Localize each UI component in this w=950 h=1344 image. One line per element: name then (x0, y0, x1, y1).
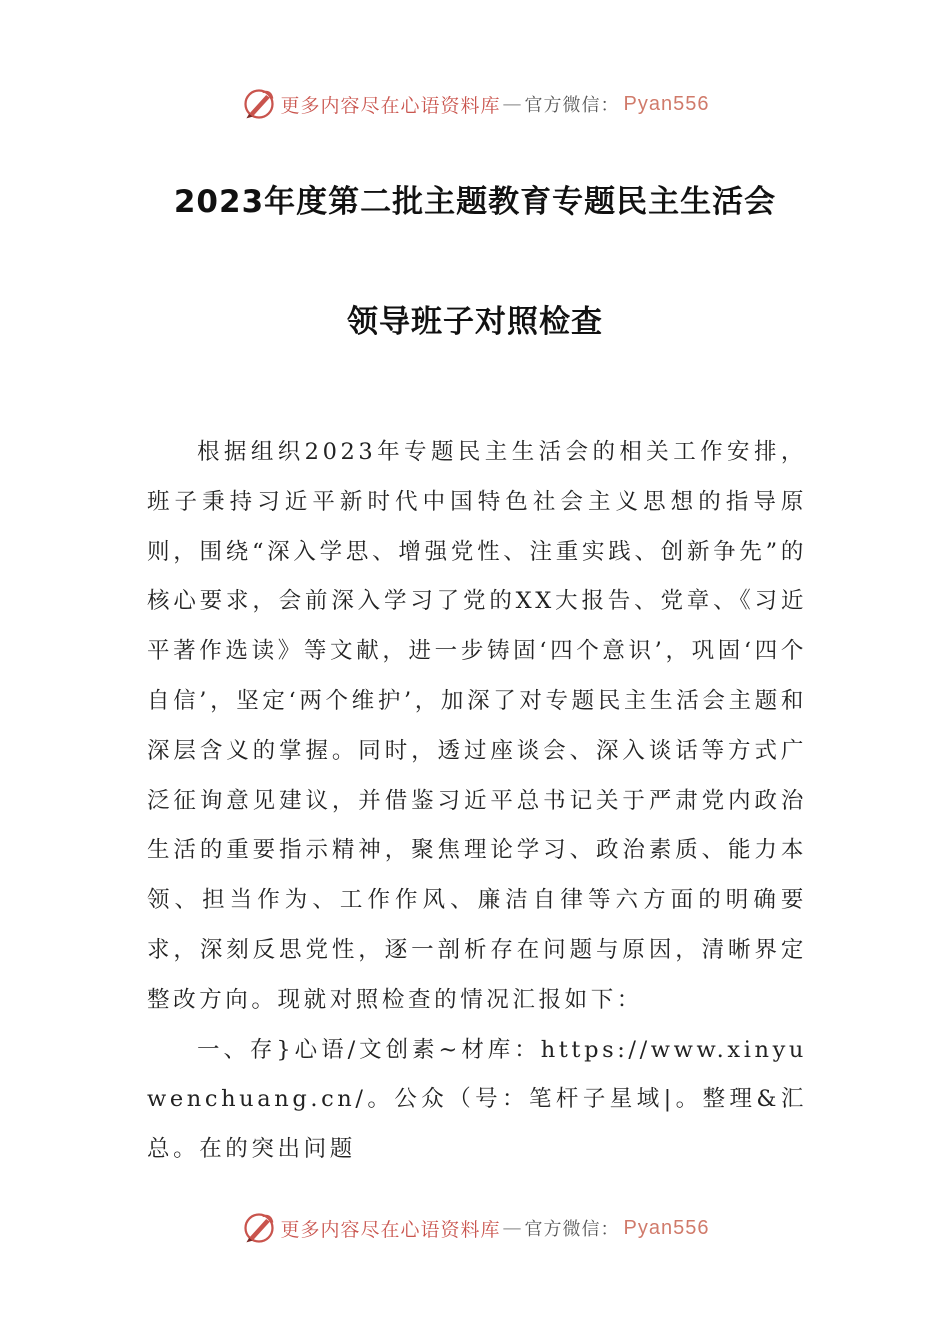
watermark-separator: — (502, 1217, 523, 1239)
document-body (147, 428, 807, 1175)
watermark-text: 更多内容尽在心语资料库 (280, 1218, 501, 1241)
document-title-line1: 2023年度第二批主题教育专题民主生活会 (173, 184, 777, 220)
watermark-footer (0, 1208, 950, 1248)
watermark-separator: — (502, 93, 523, 115)
watermark-wechat-label: 官方微信： (524, 95, 620, 116)
watermark-text: 更多内容尽在心语资料库 (280, 94, 501, 117)
watermark-wechat-id: Pyan556 (623, 92, 710, 115)
watermark-header (0, 84, 950, 124)
pen-logo-icon (241, 86, 277, 122)
body-paragraph-intro: 根据组织2023年专题民主生活会的相关工作安排，班子秉持习近平新时代中国特色社会主义思想的指导原则，围绕“深入学思、增强党性、注重实践、创新争先”的核心要求，会前深入学习了党的XX大报告、党章、《习近平著作选读》等文献，进一步铸固‘四个意识’，巩固‘四个自信’，坚定‘两个维护’，加深了对专题民主生活会主题和深层含义的掌握。同时，透过座谈会、深入谈话等方式广泛征询意见建议，并借鉴习近平总书记关于严肃党内政治生活的重要指示精神，聚焦理论学习、政治素质、能力本领、担当作为、工作作风、廉洁自律等六方面的明确要求，深刻反思党性，逐一剖析存在问题与原因，清晰界定整改方向。现就对照检查的情况汇报如下： (147, 439, 807, 1013)
body-paragraph-section1: 一、存}心语/文创素~材库：https://www.xinyuwenchuang.cn/。公众（号：笔杆子星域|。整理&汇总。在的突出问题 (147, 1036, 807, 1163)
document-title-line2: 领导班子对照检查 (347, 304, 603, 340)
watermark-wechat-label: 官方微信： (524, 1219, 620, 1240)
pen-logo-icon (241, 1210, 277, 1246)
watermark-wechat-id: Pyan556 (623, 1216, 710, 1239)
